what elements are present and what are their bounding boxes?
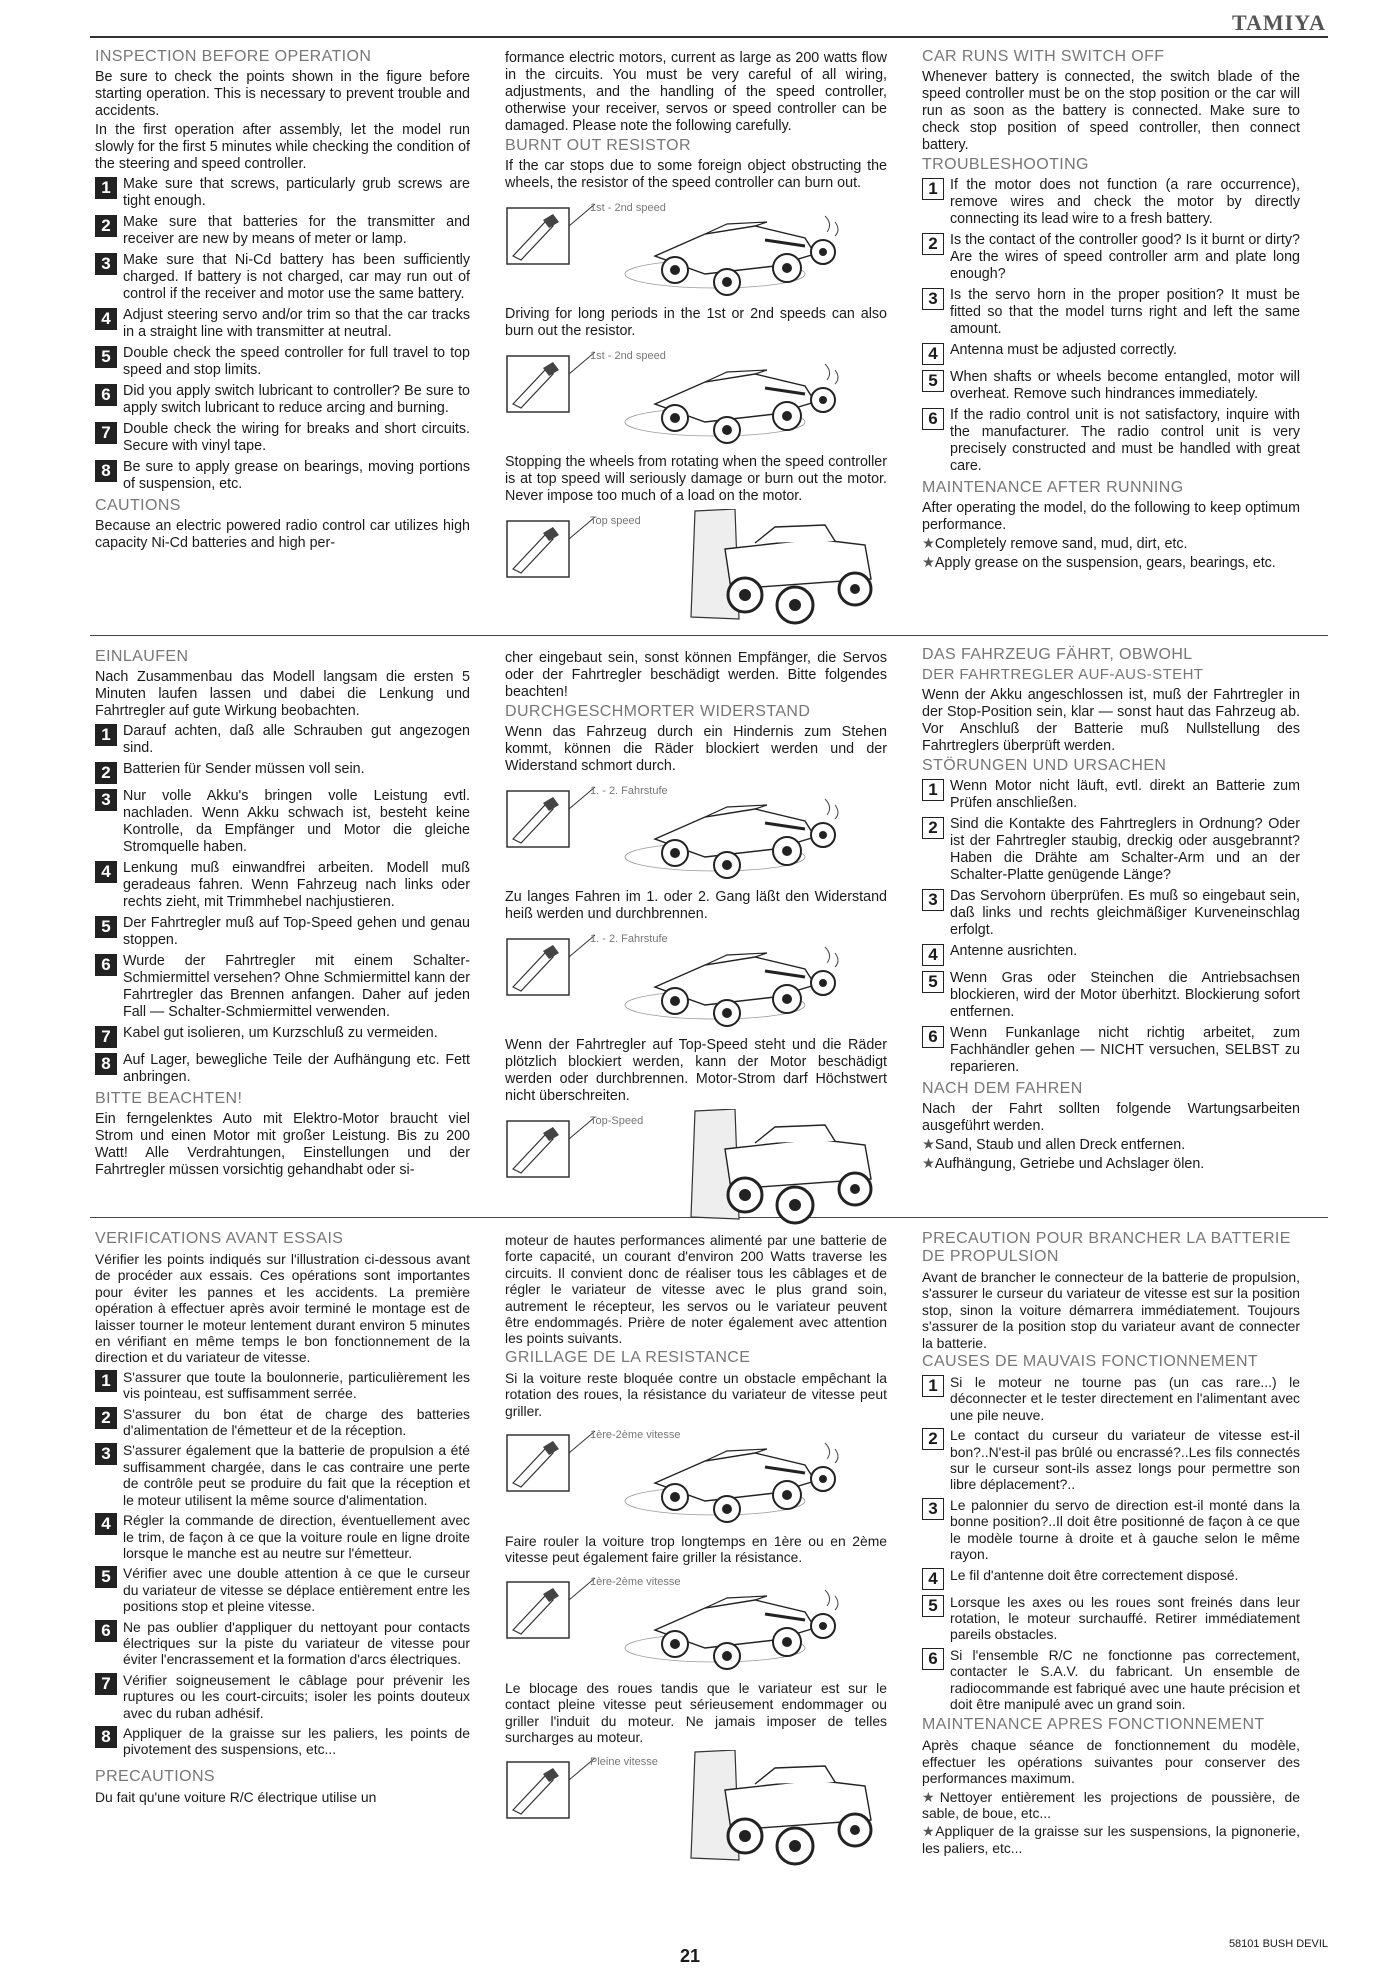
- list-item: 8 Auf Lager, bewegliche Teile der Aufhängung etc. Fett anbringen.: [95, 1052, 470, 1086]
- paragraph: Because an electric powered radio control car utilizes high capacity Ni-Cd batteries and high per-: [95, 518, 470, 551]
- list-item: 1 Make sure that screws, particularly grub screws are tight enough.: [95, 176, 470, 210]
- bullet-item: ★Sand, Staub und allen Dreck entfernen.: [922, 1137, 1186, 1153]
- number-4-icon: 4: [95, 1513, 117, 1535]
- number-7-icon: 7: [95, 422, 117, 444]
- list-item: 8 Be sure to apply grease on bearings, moving portions of suspension, etc.: [95, 459, 470, 493]
- section-title: PRECAUTIONS: [95, 1767, 215, 1785]
- controller-and-car-icon: 1st - 2nd speed: [505, 196, 885, 300]
- buggy-illustration-icon: [505, 779, 885, 883]
- paragraph: Faire rouler la voiture trop longtemps en 1ère ou en 2ème vitesse peut également faire griller la résistance.: [505, 1533, 887, 1566]
- number-7-icon: 7: [95, 1026, 117, 1048]
- section-title: BURNT OUT RESISTOR: [505, 137, 691, 154]
- section-title: MAINTENANCE APRES FONCTIONNEMENT: [922, 1716, 1265, 1734]
- list-item: 4 Régler la commande de direction, éventuellement avec le trim, de façon à ce que la voiture roule en ligne droite lorsque le manche est au neutre sur l'émetteur.: [95, 1512, 470, 1561]
- paragraph: Whenever battery is connected, the switch blade of the speed controller must be on the stop position or the car will run as soon as the battery is connected. Make sure to check stop position of speed controller, then connect battery.: [922, 69, 1300, 153]
- number-2-icon: 2: [95, 762, 117, 784]
- list-item: 6 Si l'ensemble R/C ne fonctionne pas correctement, contacter le S.A.V. du fabricant. Un ensemble de radiocommande est fabriqué avec une haute précision et doit être manipulé avec un grand soin.: [922, 1647, 1300, 1713]
- section-title: INSPECTION BEFORE OPERATION: [95, 48, 372, 65]
- paragraph: Après chaque séance de fonctionnement du modèle, effectuer les opérations suivantes pour conserver des performances maximum.: [922, 1737, 1300, 1787]
- paragraph: If the car stops due to some foreign object obstructing the wheels, the resistor of the speed controller can burn out.: [505, 158, 887, 191]
- list-item: 2 Make sure that batteries for the transmitter and receiver are new by means of meter or lamp.: [95, 214, 470, 248]
- list-item: 2 S'assurer du bon état de charge des batteries d'alimentation de l'émetteur et de la réception.: [95, 1406, 470, 1439]
- bullet-item: ★Nettoyer entièrement les projections de poussière, de sable, de boue, etc...: [922, 1788, 1300, 1821]
- list-item: 1 S'assurer que toute la boulonnerie, particulièrement les vis pointeau, est suffisamment serrée.: [95, 1369, 470, 1402]
- star-bullet-icon: ★: [922, 536, 935, 552]
- number-2-icon: 2: [95, 215, 117, 237]
- controller-and-car-icon: 1ère-2ème vitesse: [505, 1570, 885, 1674]
- paragraph: Vérifier les points indiqués sur l'illustration ci-dessous avant de procéder aux essais. Ces opérations sont importantes pour éviter les pannes et les accidents. La première opération à effectuer après avoir terminé le montage est de laisser tourner le moteur lentement durant environ 5 minutes en vérifiant en même temps le bon fonctionnement de la direction et du variateur de vitesse.: [95, 1251, 470, 1366]
- list-item: 3 S'assurer également que la batterie de propulsion a été suffisamment chargée, dans le cas contraire une perte de contrôle peut se produire du fait que la réception et le moteur utilisent la même source d'alimentation.: [95, 1442, 470, 1508]
- list-item: 1 If the motor does not function (a rare occurrence), remove wires and check the motor by directly connecting its lead wire to a fresh battery.: [922, 177, 1300, 228]
- section-title: BITTE BEACHTEN!: [95, 1090, 243, 1107]
- paragraph: moteur de hautes performances alimenté par une batterie de forte capacité, un courant d'environ 200 Watts traverse les circuits. Il convient donc de réaliser tous les câblages et de régler le variateur de vitesse avec le plus grand soin, autrement le récepteur, les servos ou le variateur peuvent être endommagés. Prière de noter également avec attention les points suivants.: [505, 1232, 887, 1347]
- number-2-icon: 2: [922, 817, 944, 839]
- controller-and-car-icon: 1ère-2ème vitesse: [505, 1423, 885, 1527]
- list-item: 4 Lenkung muß einwandfrei arbeiten. Modell muß geradeaus fahren. Wenn Fahrzeug nach links oder rechts zieht, mit Trimmhebel nachjustieren.: [95, 860, 470, 911]
- buggy-illustration-icon: [505, 927, 885, 1031]
- bullet-item: ★Apply grease on the suspension, gears, bearings, etc.: [922, 555, 1276, 571]
- controller-and-car-icon: Top-Speed: [505, 1109, 885, 1227]
- list-item: 5 Double check the speed controller for full travel to top speed and stop limits.: [95, 345, 470, 379]
- list-item: 4 Antenne ausrichten.: [922, 943, 1300, 966]
- number-3-icon: 3: [922, 288, 944, 310]
- list-item: 1 Wenn Motor nicht läuft, evtl. direkt an Batterie zum Prüfen anschließen.: [922, 778, 1300, 812]
- number-6-icon: 6: [922, 1648, 944, 1670]
- paragraph: Ein ferngelenktes Auto mit Elektro-Motor braucht viel Strom und einen Motor mit großer Leistung. Bis zu 200 Watt! Alle Verdrahtungen, Einstellungen und der Fahrtregler müssen vorsichtig gehandhabt oder si-: [95, 1111, 470, 1178]
- product-code: 58101 BUSH DEVIL: [1228, 1938, 1328, 1950]
- list-item: 6 Ne pas oublier d'appliquer du nettoyant pour contacts électriques sur la piste du variateur de vitesse pour éviter l'encrassement et la formation d'arcs électriques.: [95, 1619, 470, 1668]
- paragraph: cher eingebaut sein, sonst können Empfänger, die Servos oder der Fahrtregler beschädigt werden. Bitte folgendes beachten!: [505, 650, 887, 700]
- list-item: 7 Kabel gut isolieren, um Kurzschluß zu vermeiden.: [95, 1025, 470, 1048]
- buggy-illustration-icon: [505, 1570, 885, 1674]
- number-2-icon: 2: [922, 1428, 944, 1450]
- list-item: 3 Make sure that Ni-Cd battery has been sufficiently charged. If battery is not charged, car may run out of control if the receiver and motor use the same battery.: [95, 252, 470, 303]
- list-item: 4 Antenna must be adjusted correctly.: [922, 342, 1300, 365]
- controller-and-car-icon: Top speed: [505, 509, 885, 627]
- number-2-icon: 2: [95, 1407, 117, 1429]
- paragraph: Wenn der Fahrtregler auf Top-Speed steht und die Räder plötzlich blockiert werden, kann der Motor beschädigt werden oder durchbrennen. Motor-Strom darf Höchstwert nicht überschreiten.: [505, 1037, 887, 1104]
- paragraph: Wenn das Fahrzeug durch ein Hindernis zum Stehen kommt, können die Räder blockiert werden und der Widerstand schmort durch.: [505, 724, 887, 774]
- number-7-icon: 7: [95, 1673, 117, 1695]
- number-6-icon: 6: [95, 384, 117, 406]
- en-column-3: [922, 46, 1300, 574]
- paragraph: After operating the model, do the following to keep optimum performance.: [922, 500, 1300, 533]
- number-5-icon: 5: [922, 1595, 944, 1617]
- controller-and-car-icon: 1st - 2nd speed: [505, 344, 885, 448]
- number-4-icon: 4: [922, 944, 944, 966]
- paragraph: Nach der Fahrt sollten folgende Wartungsarbeiten ausgeführt werden.: [922, 1101, 1300, 1134]
- number-8-icon: 8: [95, 460, 117, 482]
- de-column-2: [505, 650, 887, 1233]
- paragraph: Zu langes Fahren im 1. oder 2. Gang läßt den Widerstand heiß werden und durchbrennen.: [505, 889, 887, 922]
- list-item: 2 Sind die Kontakte des Fahrtreglers in Ordnung? Oder ist der Fahrtregler staubig, dreckig oder ausgebrannt? Haben die Drähte am Schalter-Arm und an der Schalter-Platte genügende Länge?: [922, 816, 1300, 884]
- section-title: MAINTENANCE AFTER RUNNING: [922, 479, 1184, 496]
- section-title: VERIFICATIONS AVANT ESSAIS: [95, 1230, 344, 1247]
- fr-column-3: [922, 1228, 1300, 1858]
- paragraph: In the first operation after assembly, let the model run slowly for the first 5 minutes while checking the condition of the steering and speed controller.: [95, 122, 470, 172]
- en-column-1: [95, 46, 470, 554]
- section-title: EINLAUFEN: [95, 648, 189, 665]
- number-3-icon: 3: [95, 1443, 117, 1465]
- number-2-icon: 2: [922, 233, 944, 255]
- number-8-icon: 8: [95, 1726, 117, 1748]
- divider-en-de: [90, 635, 1328, 636]
- number-3-icon: 3: [922, 1498, 944, 1520]
- number-5-icon: 5: [922, 370, 944, 392]
- list-item: 3 Nur volle Akku's bringen volle Leistung evtl. nachladen. Wenn Akku schwach ist, besteht keine Kontrolle, da Empfänger und Motor die gleiche Stromquelle haben.: [95, 788, 470, 856]
- buggy-illustration-icon: [505, 1423, 885, 1527]
- truck-illustration-icon: [505, 1109, 885, 1227]
- number-5-icon: 5: [95, 346, 117, 368]
- number-6-icon: 6: [922, 408, 944, 430]
- controller-and-car-icon: 1. - 2. Fahrstufe: [505, 927, 885, 1031]
- number-4-icon: 4: [95, 861, 117, 883]
- list-item: 6 Wenn Funkanlage nicht richtig arbeitet, zum Fachhändler gehen — NICHT versuchen, SELBST zu reparieren.: [922, 1025, 1300, 1076]
- number-1-icon: 1: [922, 779, 944, 801]
- list-item: 7 Vérifier soigneusement le câblage pour prévenir les ruptures ou les court-circuits; isoler les points douteux avec du ruban adhésif.: [95, 1672, 470, 1721]
- number-6-icon: 6: [922, 1026, 944, 1048]
- list-item: 6 If the radio control unit is not satisfactory, inquire with the manufacturer. The radio control unit is very precisely constructed and must be handled with great care.: [922, 407, 1300, 475]
- truck-illustration-icon: [505, 1750, 885, 1868]
- section-title: CAUSES DE MAUVAIS FONCTIONNEMENT: [922, 1353, 1259, 1371]
- bullet-item: ★Aufhängung, Getriebe und Achslager ölen.: [922, 1156, 1205, 1172]
- bullet-item: ★Appliquer de la graisse sur les suspensions, la pignonerie, les paliers, etc...: [922, 1823, 1301, 1856]
- section-title: DURCHGESCHMORTER WIDERSTAND: [505, 703, 811, 720]
- section-title: CAUTIONS: [95, 497, 181, 514]
- list-item: 3 Le palonnier du servo de direction est-il monté dans la bonne position?..Il doit être positionné de façon à ce que le modèle tourne à droite et à gauche selon le même rayon.: [922, 1497, 1300, 1563]
- paragraph: Stopping the wheels from rotating when the speed controller is at top speed will seriously damage or burn out the motor. Never impose too much of a load on the motor.: [505, 454, 887, 504]
- section-title: DAS FAHRZEUG FÄHRT, OBWOHL: [922, 646, 1193, 663]
- page-number: 21: [680, 1946, 701, 1966]
- list-item: 1 Darauf achten, daß alle Schrauben gut angezogen sind.: [95, 723, 470, 757]
- en-column-2: [505, 50, 887, 633]
- list-item: 2 Is the contact of the controller good? Is it burnt or dirty? Are the wires of speed controller arm and plate long enough?: [922, 232, 1300, 283]
- bullet-item: ★Completely remove sand, mud, dirt, etc.: [922, 536, 1188, 552]
- star-bullet-icon: ★: [922, 1788, 940, 1805]
- paragraph: Wenn der Akku angeschlossen ist, muß der Fahrtregler in der Stop-Position sein, klar — sonst haut das Fahrzeug ab. Vor Anschluß der Batterie muß Nullstellung des Fahrtreglers überprüft werden.: [922, 687, 1300, 754]
- section-title: DER FAHRTREGLER AUF-AUS-STEHT: [922, 666, 1204, 683]
- number-1-icon: 1: [95, 177, 117, 199]
- fr-column-1: [95, 1228, 470, 1807]
- list-item: 5 Wenn Gras oder Steinchen die Antriebsachsen blockieren, wird der Motor überhitzt. Blockierung sofort entfernen.: [922, 970, 1300, 1021]
- number-1-icon: 1: [95, 724, 117, 746]
- paragraph: Le blocage des roues tandis que le variateur est sur le contact pleine vitesse peut sérieusement endommager ou griller l'induit du moteur. Ne jamais imposer de telles surcharges au moteur.: [505, 1679, 887, 1746]
- buggy-illustration-icon: [505, 196, 885, 300]
- list-item: 3 Is the servo horn in the proper position? It must be fitted so that the model turns right and left the same amount.: [922, 287, 1300, 338]
- paragraph: Si la voiture reste bloquée contre un obstacle empêchant la rotation des roues, la résistance du variateur de vitesse peut griller.: [505, 1369, 887, 1419]
- paragraph: Nach Zusammenbau das Modell langsam die ersten 5 Minuten laufen lassen und dabei die Lenkung und Fahrtregler auf gute Wirkung beobachten.: [95, 669, 470, 719]
- list-item: 5 When shafts or wheels become entangled, motor will overheat. Remove such hindrances immediately.: [922, 369, 1300, 403]
- number-5-icon: 5: [95, 1566, 117, 1588]
- list-item: 5 Der Fahrtregler muß auf Top-Speed gehen und genau stoppen.: [95, 915, 470, 949]
- list-item: 5 Lorsque les axes ou les roues sont freinés dans leur rotation, le moteur surchauffé. Retirer immédiatement pareils obstacles.: [922, 1594, 1300, 1643]
- section-title: PRECAUTION POUR BRANCHER LA BATTERIE DE PROPULSION: [922, 1230, 1291, 1265]
- section-title: GRILLAGE DE LA RESISTANCE: [505, 1348, 751, 1366]
- number-4-icon: 4: [922, 1568, 944, 1590]
- section-title: CAR RUNS WITH SWITCH OFF: [922, 48, 1165, 65]
- list-item: 2 Le contact du curseur du variateur de vitesse est-il bon?..N'est-il pas brûlé ou encrassé?..Les fils connectés sur le curseur sont-ils assez longs pour permettre son libre déplacement?..: [922, 1427, 1300, 1493]
- list-item: 6 Wurde der Fahrtregler mit einem Schalter-Schmiermittel versehen? Ohne Schmiermittel kann der Fahrtregler das Brennen anfangen. Daher auf jeden Fall — Schalter-Schmiermittel verwenden.: [95, 953, 470, 1021]
- controller-and-car-icon: 1. - 2. Fahrstufe: [505, 779, 885, 883]
- paragraph: Driving for long periods in the 1st or 2nd speeds can also burn out the resistor.: [505, 306, 887, 339]
- number-6-icon: 6: [95, 1620, 117, 1642]
- paragraph: Avant de brancher le connecteur de la batterie de propulsion, s'assurer le curseur du variateur de vitesse est sur la position stop, sinon la voiture démarrera immédiatement. Toujours s'assurer de la position stop du variateur avant de connecter la batterie.: [922, 1269, 1300, 1351]
- list-item: 4 Adjust steering servo and/or trim so that the car tracks in a straight line with transmitter at neutral.: [95, 307, 470, 341]
- paragraph: Be sure to check the points shown in the figure before starting operation. This is necessary to prevent trouble and accidents.: [95, 69, 470, 119]
- paragraph: Du fait qu'une voiture R/C électrique utilise un: [95, 1788, 377, 1805]
- de-column-3: [922, 646, 1300, 1175]
- number-6-icon: 6: [95, 954, 117, 976]
- number-5-icon: 5: [95, 916, 117, 938]
- list-item: 5 Vérifier avec une double attention à ce que le curseur du variateur de vitesse se déplace entièrement entre les positions stop et pleine vitesse.: [95, 1565, 470, 1614]
- top-rule: [90, 36, 1328, 38]
- list-item: 8 Appliquer de la graisse sur les paliers, les points de pivotement des suspensions, etc...: [95, 1725, 470, 1758]
- list-item: 1 Si le moteur ne tourne pas (un cas rare...) le déconnecter et le tester directement en l'alimentant avec une pile neuve.: [922, 1374, 1300, 1423]
- number-1-icon: 1: [922, 1375, 944, 1397]
- number-3-icon: 3: [95, 789, 117, 811]
- paragraph: formance electric motors, current as large as 200 watts flow in the circuits. You must be very careful of all wiring, adjustments, and the handling of the speed controller, otherwise your receiver, servos or speed controller can be damaged. Please note the following carefully.: [505, 50, 887, 134]
- fr-column-2: [505, 1232, 887, 1874]
- list-item: 4 Le fil d'antenne doit être correctement disposé.: [922, 1567, 1300, 1590]
- number-3-icon: 3: [95, 253, 117, 275]
- number-3-icon: 3: [922, 889, 944, 911]
- star-bullet-icon: ★: [922, 1137, 935, 1153]
- de-column-1: [95, 646, 470, 1181]
- number-4-icon: 4: [922, 343, 944, 365]
- star-bullet-icon: ★: [922, 1823, 936, 1840]
- star-bullet-icon: ★: [922, 1156, 935, 1172]
- controller-and-car-icon: Pleine vitesse: [505, 1750, 885, 1868]
- number-5-icon: 5: [922, 971, 944, 993]
- truck-illustration-icon: [505, 509, 885, 627]
- number-1-icon: 1: [922, 178, 944, 200]
- list-item: 7 Double check the wiring for breaks and short circuits. Secure with vinyl tape.: [95, 421, 470, 455]
- number-1-icon: 1: [95, 1370, 117, 1392]
- list-item: 3 Das Servohorn überprüfen. Es muß so eingebaut sein, daß links und rechts gleichmäßiger Kurveneinschlag erfolgt.: [922, 888, 1300, 939]
- brand-logo: TAMIYA: [1231, 10, 1326, 35]
- number-4-icon: 4: [95, 308, 117, 330]
- list-item: 2 Batterien für Sender müssen voll sein.: [95, 761, 470, 784]
- section-title: STÖRUNGEN UND URSACHEN: [922, 757, 1167, 774]
- number-8-icon: 8: [95, 1053, 117, 1075]
- section-title: NACH DEM FAHREN: [922, 1080, 1083, 1097]
- list-item: 6 Did you apply switch lubricant to controller? Be sure to apply switch lubricant to reduce arcing and burning.: [95, 383, 470, 417]
- section-title: TROUBLESHOOTING: [922, 156, 1089, 173]
- buggy-illustration-icon: [505, 344, 885, 448]
- star-bullet-icon: ★: [922, 555, 935, 571]
